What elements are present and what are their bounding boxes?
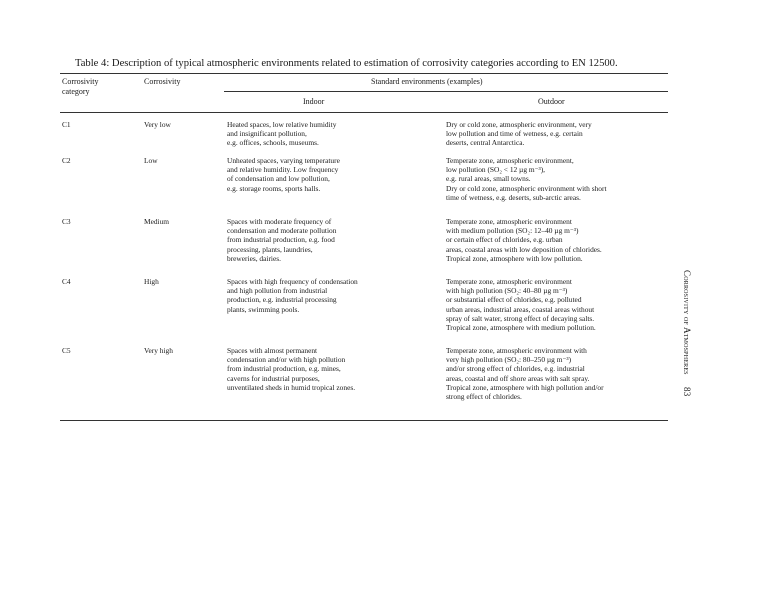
indoor-line: caverns for industrial purposes, — [227, 373, 320, 383]
table-caption: Table 4: Description of typical atmospheric environments related to estimation of corrosivity categories according to EN 12500. — [75, 58, 618, 69]
outdoor-line: Dry or cold zone, atmospheric environment with short — [446, 183, 607, 193]
header-outdoor: Outdoor — [538, 97, 565, 106]
header-corrosivity: Corrosivity — [144, 77, 181, 86]
table-cell-indoor — [227, 156, 440, 193]
table-cell-category: C3 — [62, 217, 71, 226]
outdoor-line: Dry or cold zone, atmospheric environment, very — [446, 120, 592, 129]
outdoor-line: spray of salt water, strong effect of decaying salts. — [446, 313, 595, 323]
table-cell-outdoor — [446, 346, 674, 401]
table-cell-outdoor — [446, 120, 674, 148]
outdoor-line: time of wetness, e.g. deserts, sub-arctic areas. — [446, 192, 581, 202]
rule-header-bottom — [60, 112, 668, 113]
running-head-title: Corrosivity of Atmospheres — [682, 270, 692, 375]
outdoor-line: and/or strong effect of chlorides, e.g. industrial — [446, 364, 585, 374]
table-cell-corrosivity: Low — [144, 156, 158, 165]
outdoor-line: or substantial effect of chlorides, e.g. polluted — [446, 295, 582, 305]
indoor-line: from industrial production, e.g. mines, — [227, 364, 341, 374]
table-cell-corrosivity: High — [144, 277, 159, 286]
indoor-line: from industrial production, e.g. food — [227, 235, 335, 245]
outdoor-line: Tropical zone, atmosphere with high pollution and/or — [446, 382, 604, 392]
table-cell-indoor — [227, 217, 440, 263]
outdoor-paragraph — [446, 120, 674, 148]
outdoor-paragraph — [446, 156, 674, 184]
rule-top — [60, 73, 668, 74]
outdoor-line: very high pollution (SO₂: 80–250 µg m⁻³) — [446, 355, 572, 365]
indoor-line: e.g. offices, schools, museums. — [227, 138, 319, 148]
indoor-line: condensation and moderate pollution — [227, 226, 337, 236]
indoor-line: processing, plants, laundries, — [227, 244, 313, 254]
indoor-line: Spaces with almost permanent — [227, 346, 318, 355]
indoor-line: Spaces with moderate frequency of — [227, 217, 332, 226]
table-cell-indoor — [227, 277, 440, 314]
outdoor-line: areas, coastal areas with low deposition of chlorides. — [446, 244, 602, 254]
table-cell-corrosivity: Medium — [144, 217, 170, 226]
table-cell-corrosivity: Very high — [144, 346, 173, 355]
indoor-line: and relative humidity. Low frequency — [227, 165, 339, 175]
outdoor-line: deserts, central Antarctica. — [446, 138, 525, 148]
header-indoor: Indoor — [303, 97, 325, 106]
table-cell-outdoor — [446, 217, 674, 263]
table-cell-category: C4 — [62, 277, 71, 286]
rule-sub-header — [224, 91, 668, 92]
table-cell-outdoor — [446, 277, 674, 332]
outdoor-paragraph — [446, 383, 674, 401]
outdoor-line: with high pollution (SO₂: 40–80 µg m⁻³) — [446, 286, 568, 296]
outdoor-line: strong effect of chlorides. — [446, 392, 522, 402]
outdoor-line: with medium pollution (SO₂: 12–40 µg m⁻³) — [446, 226, 579, 236]
outdoor-line: urban areas, industrial areas, coastal areas without — [446, 304, 595, 314]
table-cell-category: C1 — [62, 120, 71, 129]
outdoor-paragraph — [446, 346, 674, 383]
indoor-line: breweries, dairies. — [227, 253, 281, 263]
header-category-line: Corrosivity — [62, 77, 99, 86]
outdoor-paragraph — [446, 217, 674, 254]
outdoor-line: Tropical zone, atmosphere with low pollution. — [446, 253, 583, 263]
outdoor-paragraph — [446, 277, 674, 323]
table-cell-indoor — [227, 346, 440, 392]
table-cell-corrosivity: Very low — [144, 120, 171, 129]
indoor-line: Spaces with high frequency of condensation — [227, 277, 358, 286]
indoor-line: of condensation and low pollution, — [227, 174, 330, 184]
outdoor-paragraph — [446, 323, 674, 332]
outdoor-line: e.g. rural areas, small towns. — [446, 174, 531, 184]
outdoor-line: low pollution (SO₂ < 12 µg m⁻³), — [446, 165, 546, 175]
indoor-line: unventilated sheds in humid tropical zones. — [227, 382, 356, 392]
page-number: 83 — [682, 387, 692, 397]
indoor-line: condensation and/or with high pollution — [227, 355, 346, 365]
table-cell-category: C5 — [62, 346, 71, 355]
outdoor-line: Temperate zone, atmospheric environment — [446, 217, 572, 226]
running-head — [682, 270, 692, 397]
header-standard-environments: Standard environments (examples) — [371, 77, 483, 86]
outdoor-line: Temperate zone, atmospheric environment, — [446, 156, 574, 165]
indoor-line: Unheated spaces, varying temperature — [227, 156, 340, 165]
outdoor-line: or certain effect of chlorides, e.g. urban — [446, 235, 563, 245]
outdoor-paragraph — [446, 184, 674, 202]
indoor-line: e.g. storage rooms, sports halls. — [227, 183, 321, 193]
outdoor-line: areas, coastal and off shore areas with salt spray. — [446, 373, 590, 383]
outdoor-paragraph — [446, 254, 674, 263]
outdoor-line: Temperate zone, atmospheric environment with — [446, 346, 587, 355]
indoor-line: and high pollution from industrial — [227, 286, 328, 296]
indoor-line: production, e.g. industrial processing — [227, 295, 337, 305]
rule-bottom — [60, 420, 668, 421]
indoor-line: Heated spaces, low relative humidity — [227, 120, 337, 129]
outdoor-line: Tropical zone, atmosphere with medium pollution. — [446, 323, 596, 333]
outdoor-line: low pollution and time of wetness, e.g. certain — [446, 129, 583, 139]
header-category — [62, 77, 98, 98]
indoor-line: plants, swimming pools. — [227, 304, 300, 314]
header-category-line: category — [62, 87, 90, 97]
table-cell-category: C2 — [62, 156, 71, 165]
table-cell-indoor — [227, 120, 440, 148]
table-cell-outdoor — [446, 156, 674, 202]
outdoor-line: Temperate zone, atmospheric environment — [446, 277, 572, 286]
indoor-line: and insignificant pollution, — [227, 129, 307, 139]
